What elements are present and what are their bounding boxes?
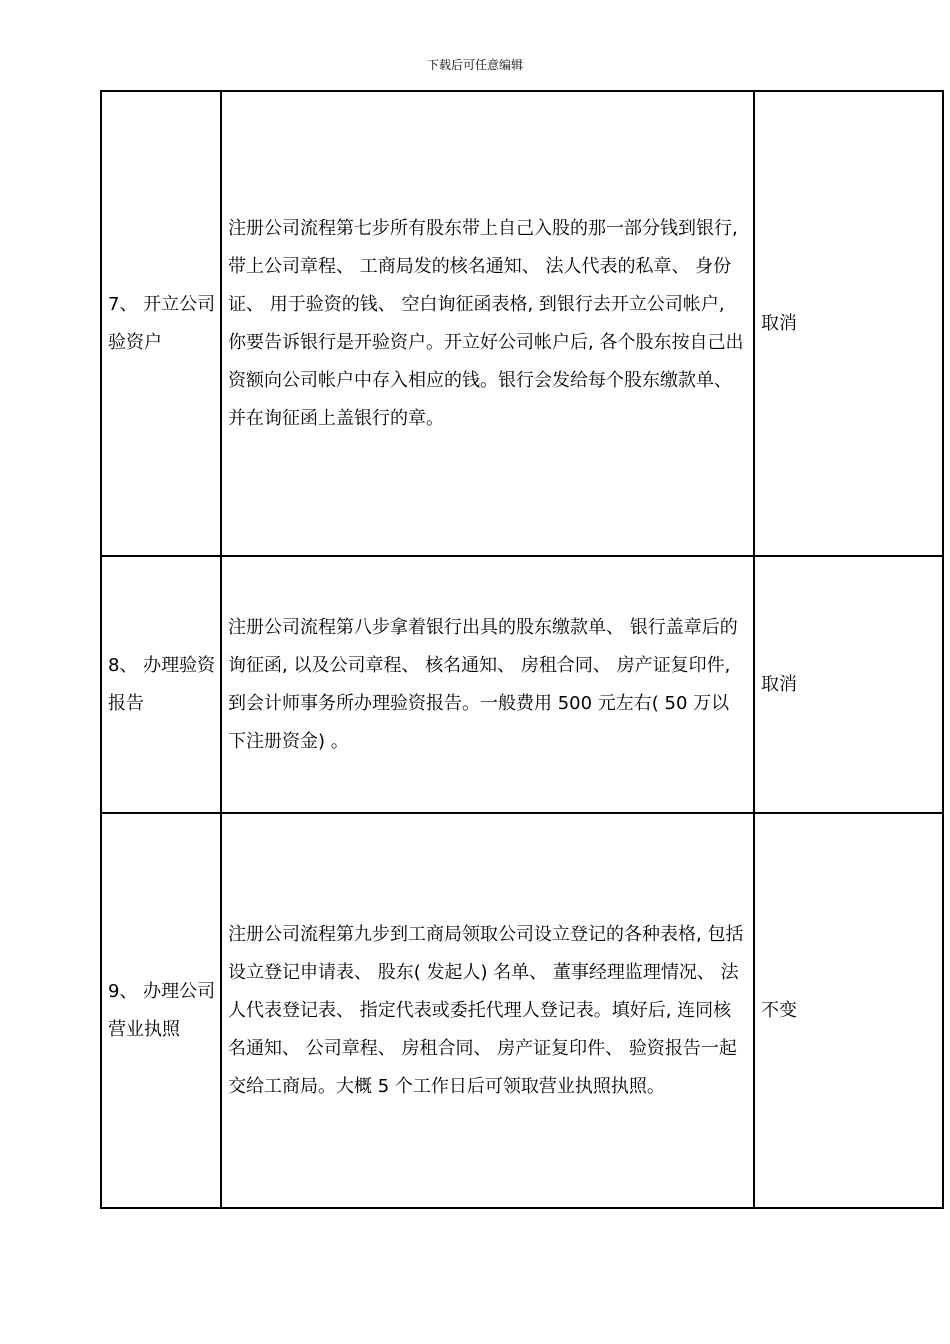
page-header: 下载后可任意编辑 <box>426 58 523 72</box>
table-row-step-9 <box>101 813 943 1208</box>
step-title: 8、 办理验资报告 <box>101 556 221 813</box>
table-row-step-8 <box>101 556 943 813</box>
step-description: 注册公司流程第七步所有股东带上自己入股的那一部分钱到银行, 带上公司章程、 工商局发的核名通知、 法人代表的私章、 身份证、 用于验资的钱、 空白询征函表格, 到银行去开立公司帐户, 你要告诉银行是开验资户。开立好公司帐户后, 各个股东按自己出资额向公司帐户中存入相应的钱。银行会发给每个股东缴款单、 并在询征函上盖银行的章。 <box>221 91 754 556</box>
step-description: 注册公司流程第九步到工商局领取公司设立登记的各种表格, 包括设立登记申请表、 股东( 发起人) 名单、 董事经理监理情况、 法人代表登记表、 指定代表或委托代理人登记表。填好后, 连同核名通知、 公司章程、 房租合同、 房产证复印件、 验资报告一起交给工商局。大概 5 个工作日后可领取营业执照执照。 <box>221 813 754 1208</box>
step-title: 9、 办理公司营业执照 <box>101 813 221 1208</box>
registration-steps-table <box>100 90 944 1209</box>
step-description: 注册公司流程第八步拿着银行出具的股东缴款单、 银行盖章后的询征函, 以及公司章程、 核名通知、 房租合同、 房产证复印件, 到会计师事务所办理验资报告。一般费用 500 元左右( 50 万以下注册资金) 。 <box>221 556 754 813</box>
step-title: 7、 开立公司验资户 <box>101 91 221 556</box>
table-row-step-7 <box>101 91 943 556</box>
step-status: 取消 <box>754 91 943 556</box>
step-status: 取消 <box>754 556 943 813</box>
step-status: 不变 <box>754 813 943 1208</box>
